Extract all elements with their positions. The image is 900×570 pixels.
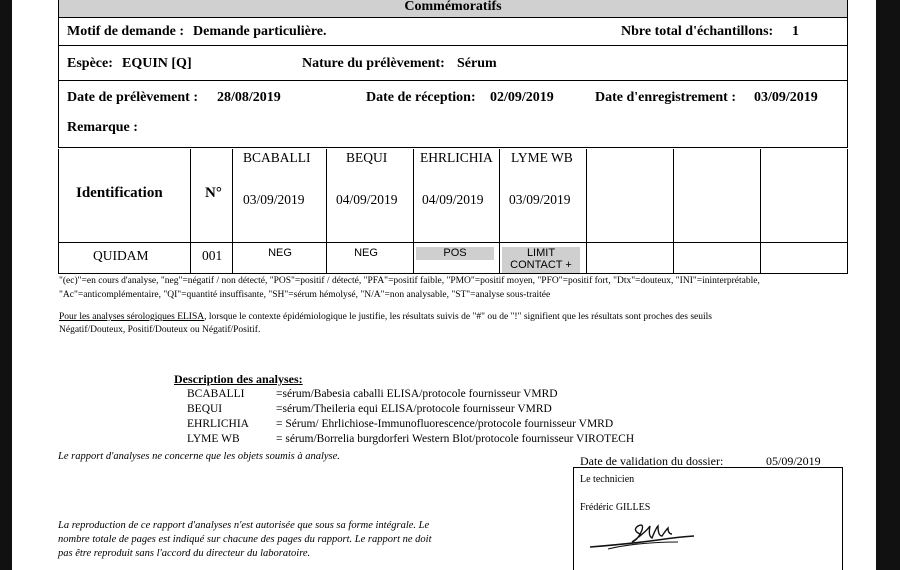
description-code: EHRLICHIA: [187, 418, 249, 430]
elisa-link: Pour les analyses sérologiques ELISA: [59, 312, 205, 322]
description-title: Description des analyses:: [174, 372, 303, 386]
section-title: Commémoratifs: [59, 0, 847, 18]
analysis-date: 04/09/2019: [336, 192, 398, 207]
signature-image: [588, 520, 698, 552]
analysis-date: 04/09/2019: [422, 192, 484, 207]
reception-date-value: 02/09/2019: [490, 90, 554, 105]
samples-label: Nbre total d'échantillons:: [621, 24, 774, 39]
species-label: Espèce:: [67, 56, 113, 71]
technician-label: Le technicien: [580, 474, 635, 485]
row-divider: [59, 80, 847, 81]
motif-label: Motif de demande :: [67, 24, 185, 39]
analysis-name: EHRLICHIA: [420, 150, 493, 165]
legend-line: "(ec)"=en cours d'analyse, "neg"=négatif / non détecté, "POS"=positif / détecté, "PFA"=positif faible, "PMO"=positif moyen, "PFO"=positif fort, "Dtx"=douteux, "INI"=ininterprétable,: [59, 276, 760, 286]
sampling-date-label: Date de prélèvement :: [67, 90, 199, 105]
identification-header: Identification: [76, 185, 163, 201]
analysis-name: BEQUI: [346, 150, 388, 165]
analysis-date: 03/09/2019: [509, 192, 571, 207]
technician-name: Frédéric GILLES: [580, 502, 651, 513]
description-text: =sérum/Theileria equi ELISA/protocole fournisseur VMRD: [276, 403, 552, 415]
result-neg: NEG: [268, 247, 292, 259]
scan-edge-left: [0, 0, 12, 570]
elisa-note: Pour les analyses sérologiques ELISA, lorsque le contexte épidémiologique le justifie, les résultats suivis de "#" ou de "!" signifient que les résultats sont proches des seuils: [59, 312, 712, 322]
result-neg: NEG: [354, 247, 378, 259]
analysis-date: 03/09/2019: [243, 192, 305, 207]
validation-label: Date de validation du dossier:: [580, 454, 724, 468]
sampling-date-value: 28/08/2019: [217, 90, 281, 105]
samples-value: 1: [792, 24, 799, 39]
row-divider: [59, 45, 847, 46]
elisa-note-line2: Négatif/Douteux, Positif/Douteux ou Négatif/Positif.: [59, 325, 261, 335]
scan-edge-right: [876, 0, 900, 570]
results-table: [58, 149, 848, 274]
description-text: = sérum/Borrelia burgdorferi Western Blot/protocole fournisseur VIROTECH: [276, 433, 635, 445]
description-code: BCABALLI: [187, 388, 245, 400]
reproduction-note: pas être reproduit sans l'accord du directeur du laboratoire.: [58, 548, 311, 559]
analysis-name: BCABALLI: [243, 150, 311, 165]
registration-date-label: Date d'enregistrement :: [595, 90, 736, 105]
motif-value: Demande particulière.: [193, 24, 327, 39]
legend-line: "Ac"=anticomplémentaire, "QI"=quantité insuffisante, "SH"=sérum hémolysé, "N/A"=non analysable, "ST"=analyse sous-traitée: [59, 290, 551, 300]
species-value: EQUIN [Q]: [122, 56, 192, 71]
reception-date-label: Date de réception:: [366, 90, 476, 105]
result-pos: POS: [416, 247, 494, 260]
nature-value: Sérum: [457, 56, 497, 71]
registration-date-value: 03/09/2019: [754, 90, 818, 105]
number-header: N°: [205, 185, 222, 201]
reproduction-note: nombre totale de pages est indiqué sur chacune des pages du rapport. Le rapport ne doit: [58, 534, 432, 545]
validation-date: 05/09/2019: [766, 454, 821, 468]
description-code: LYME WB: [187, 433, 240, 445]
description-text: = Sérum/ Ehrlichiose-Immunofluorescence/protocole fournisseur VMRD: [276, 418, 614, 430]
nature-label: Nature du prélèvement:: [302, 56, 445, 71]
commemoratifs-box: [58, 0, 848, 148]
description-code: BEQUI: [187, 403, 223, 415]
result-limit: LIMIT CONTACT +: [502, 247, 580, 273]
sample-identification: QUIDAM: [93, 248, 149, 263]
scope-note: Le rapport d'analyses ne concerne que les objets soumis à analyse.: [58, 451, 340, 462]
reproduction-note: La reproduction de ce rapport d'analyses n'est autorisée que sous sa forme intégrale. Le: [58, 520, 430, 531]
analysis-name: LYME WB: [511, 150, 573, 165]
sample-number: 001: [202, 248, 223, 263]
technician-box: [573, 467, 843, 570]
remark-label: Remarque :: [67, 120, 138, 135]
description-text: =sérum/Babesia caballi ELISA/protocole fournisseur VMRD: [276, 388, 558, 400]
